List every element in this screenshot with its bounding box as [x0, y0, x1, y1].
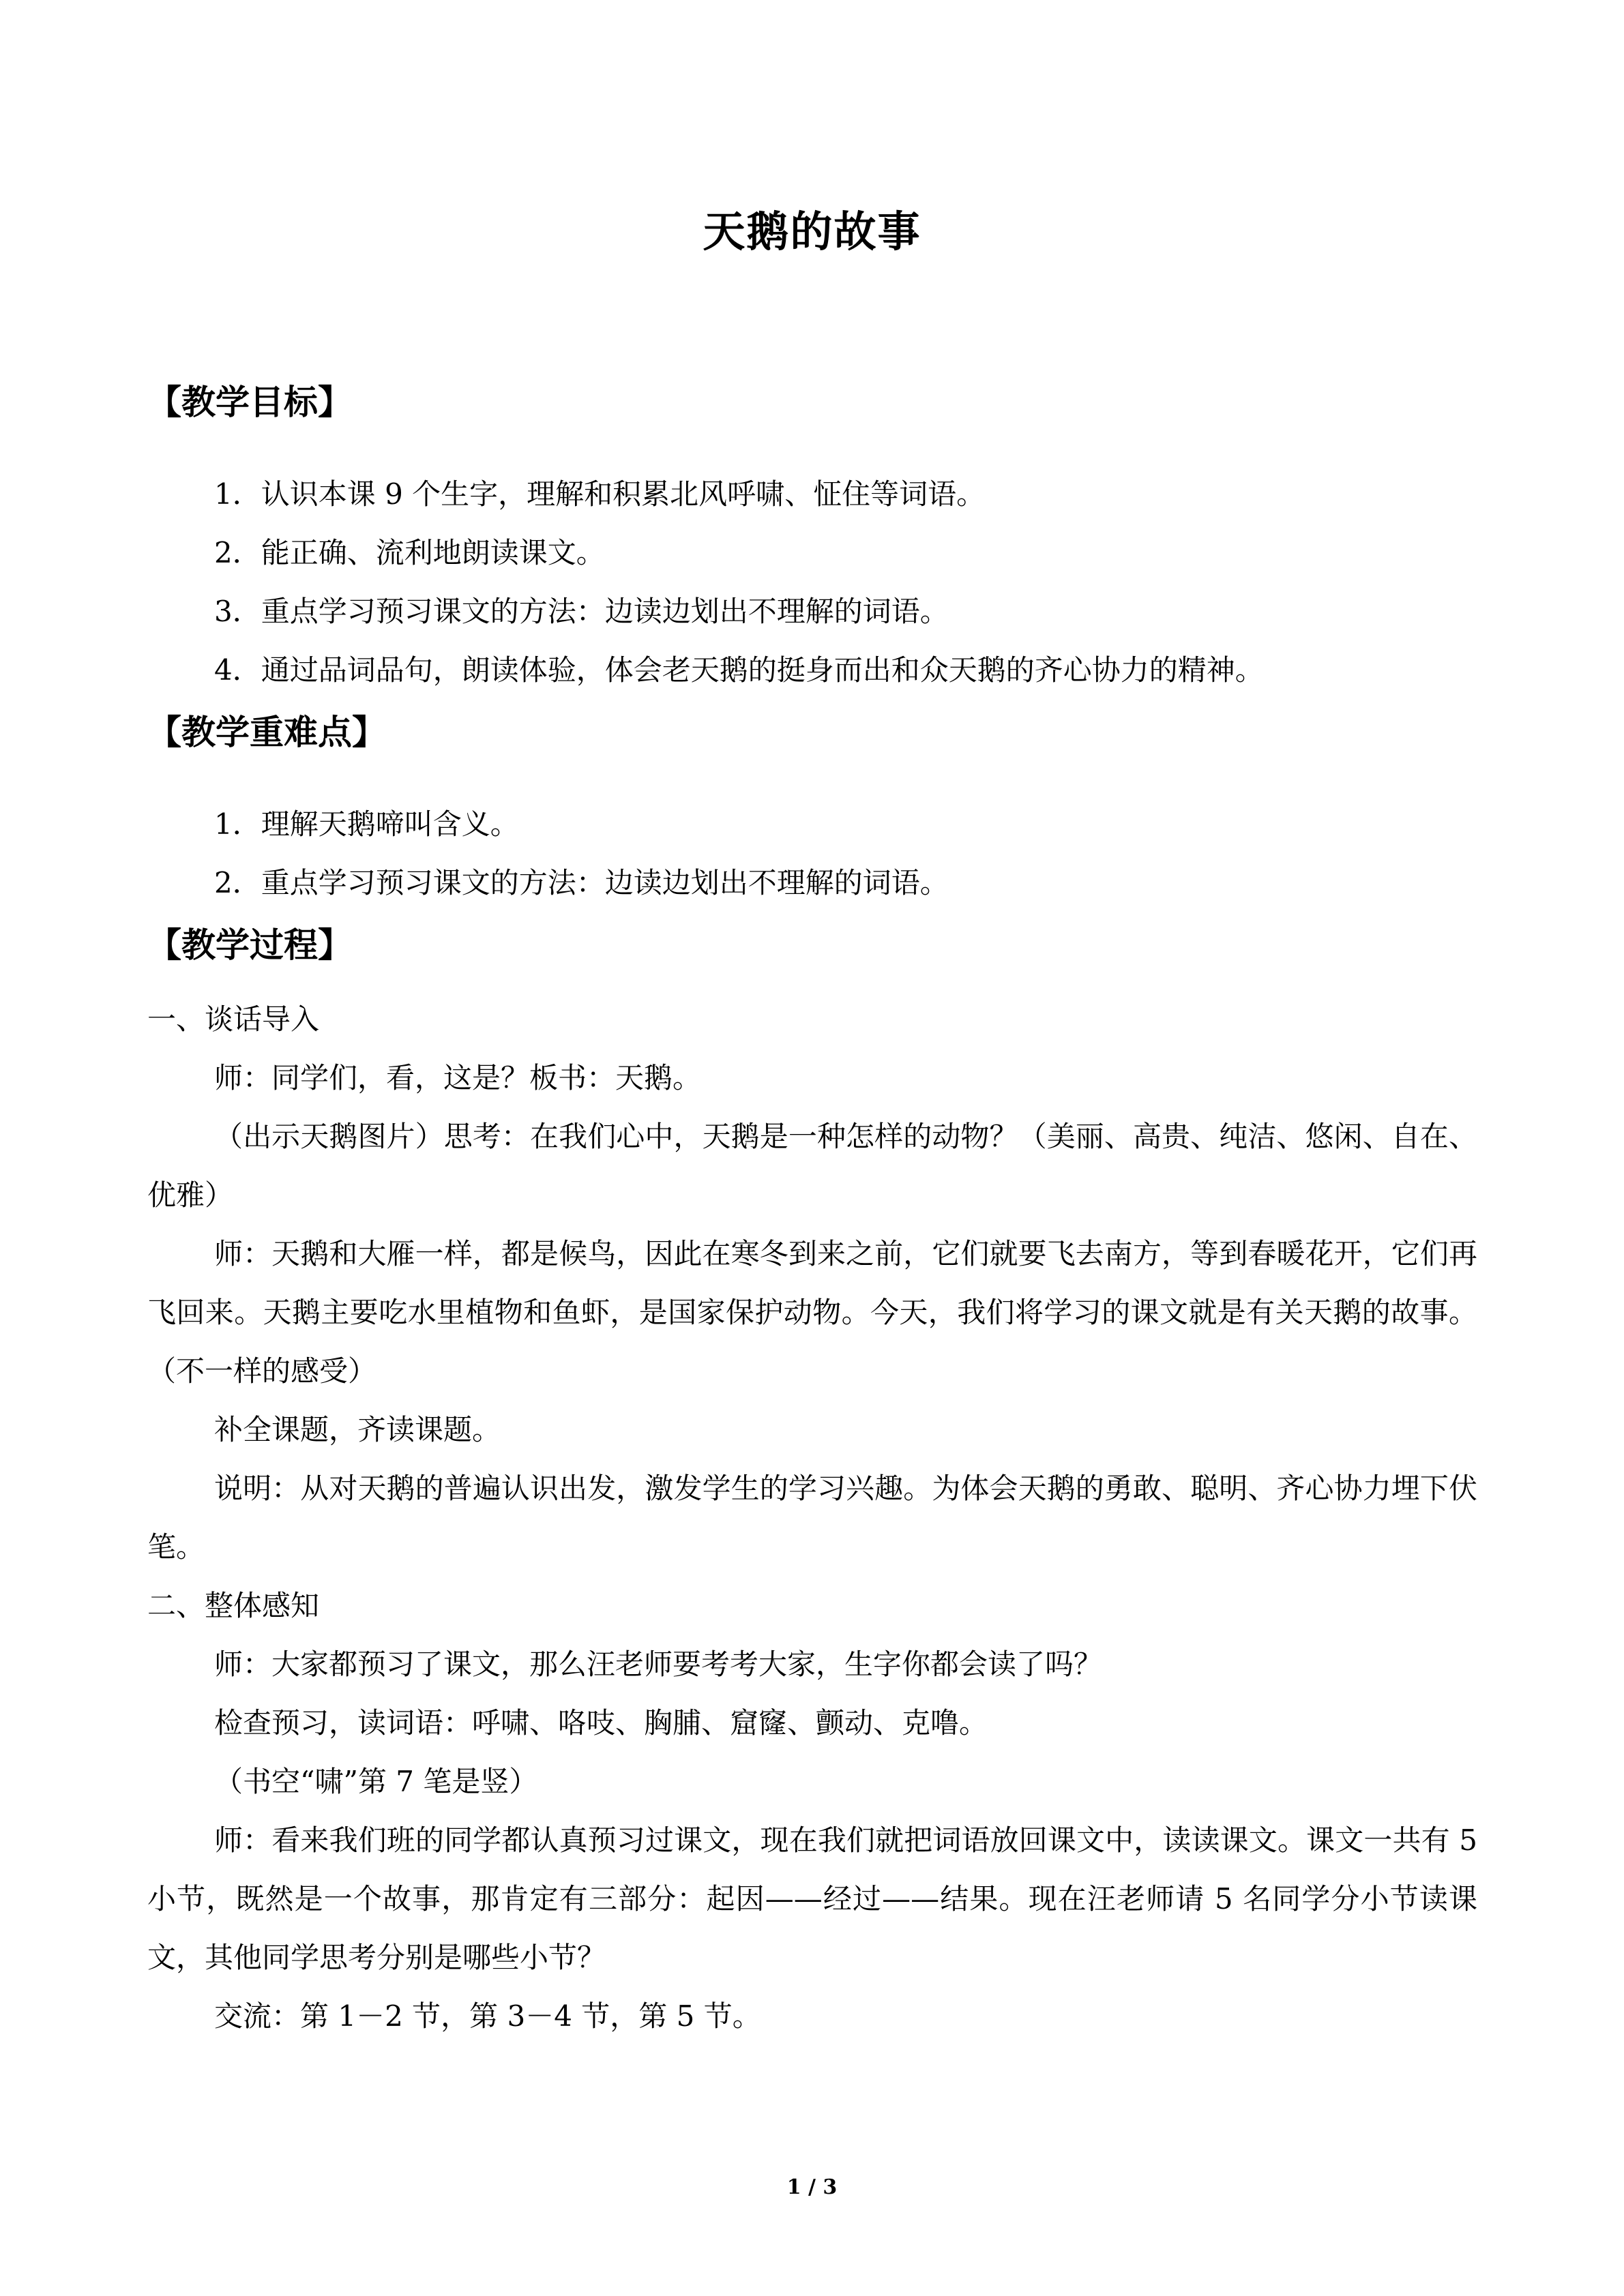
section-heading-goals: 【教学目标】	[147, 383, 352, 422]
process-paragraph: 师：天鹅和大雁一样，都是候鸟，因此在寒冬到来之前，它们就要飞去南方，等到春暖花开，它们再飞回来。天鹅主要吃水里植物和鱼虾，是国家保护动物。今天，我们将学习的课文就是有关天鹅的故事。（不一样的感受）	[147, 1237, 1477, 1388]
process-paragraph: 师：看来我们班的同学都认真预习过课文，现在我们就把词语放回课文中，读读课文。课文一共有 5 小节，既然是一个故事，那肯定有三部分：起因——经过——结果。现在汪老师请 5 名同学分小节读课文，其他同学思考分别是哪些小节？	[147, 1823, 1477, 1974]
goal-item: 2．能正确、流利地朗读课文。	[214, 536, 605, 569]
section-heading-process: 【教学过程】	[147, 925, 352, 965]
goal-item: 1．认识本课 9 个生字，理解和积累北风呼啸、怔住等词语。	[214, 477, 986, 511]
process-paragraph: 交流：第 1－2 节，第 3－4 节，第 5 节。	[214, 1999, 761, 2033]
process-paragraph: （出示天鹅图片）思考：在我们心中，天鹅是一种怎样的动物？（美丽、高贵、纯洁、悠闲、自在、优雅）	[147, 1120, 1477, 1212]
process-paragraph: 师：同学们，看，这是？板书：天鹅。	[214, 1061, 702, 1094]
process-part-title: 一、谈话导入	[147, 1002, 320, 1036]
goal-item: 3．重点学习预习课文的方法：边读边划出不理解的词语。	[214, 595, 949, 628]
process-part-title: 二、整体感知	[147, 1589, 320, 1622]
key-point-item: 2．重点学习预习课文的方法：边读边划出不理解的词语。	[214, 866, 949, 899]
document-title: 天鹅的故事	[703, 207, 921, 256]
process-paragraph: 补全课题，齐读课题。	[214, 1413, 501, 1446]
process-paragraph: 说明：从对天鹅的普遍认识出发，激发学生的学习兴趣。为体会天鹅的勇敢、聪明、齐心协力埋下伏笔。	[147, 1472, 1477, 1564]
section-heading-key-points: 【教学重难点】	[147, 713, 386, 752]
goal-item: 4．通过品词品句，朗读体验，体会老天鹅的挺身而出和众天鹅的齐心协力的精神。	[214, 653, 1264, 687]
page-number: 1 / 3	[786, 2175, 838, 2199]
key-point-item: 1．理解天鹅啼叫含义。	[214, 807, 519, 841]
process-paragraph: 检查预习，读词语：呼啸、咯吱、胸脯、窟窿、颤动、克噜。	[214, 1706, 988, 1740]
document-body	[147, 382, 1477, 2046]
process-paragraph: 师：大家都预习了课文，那么汪老师要考考大家，生字你都会读了吗？	[214, 1648, 1103, 1681]
process-paragraph: （书空“啸”第 7 笔是竖）	[214, 1765, 538, 1798]
